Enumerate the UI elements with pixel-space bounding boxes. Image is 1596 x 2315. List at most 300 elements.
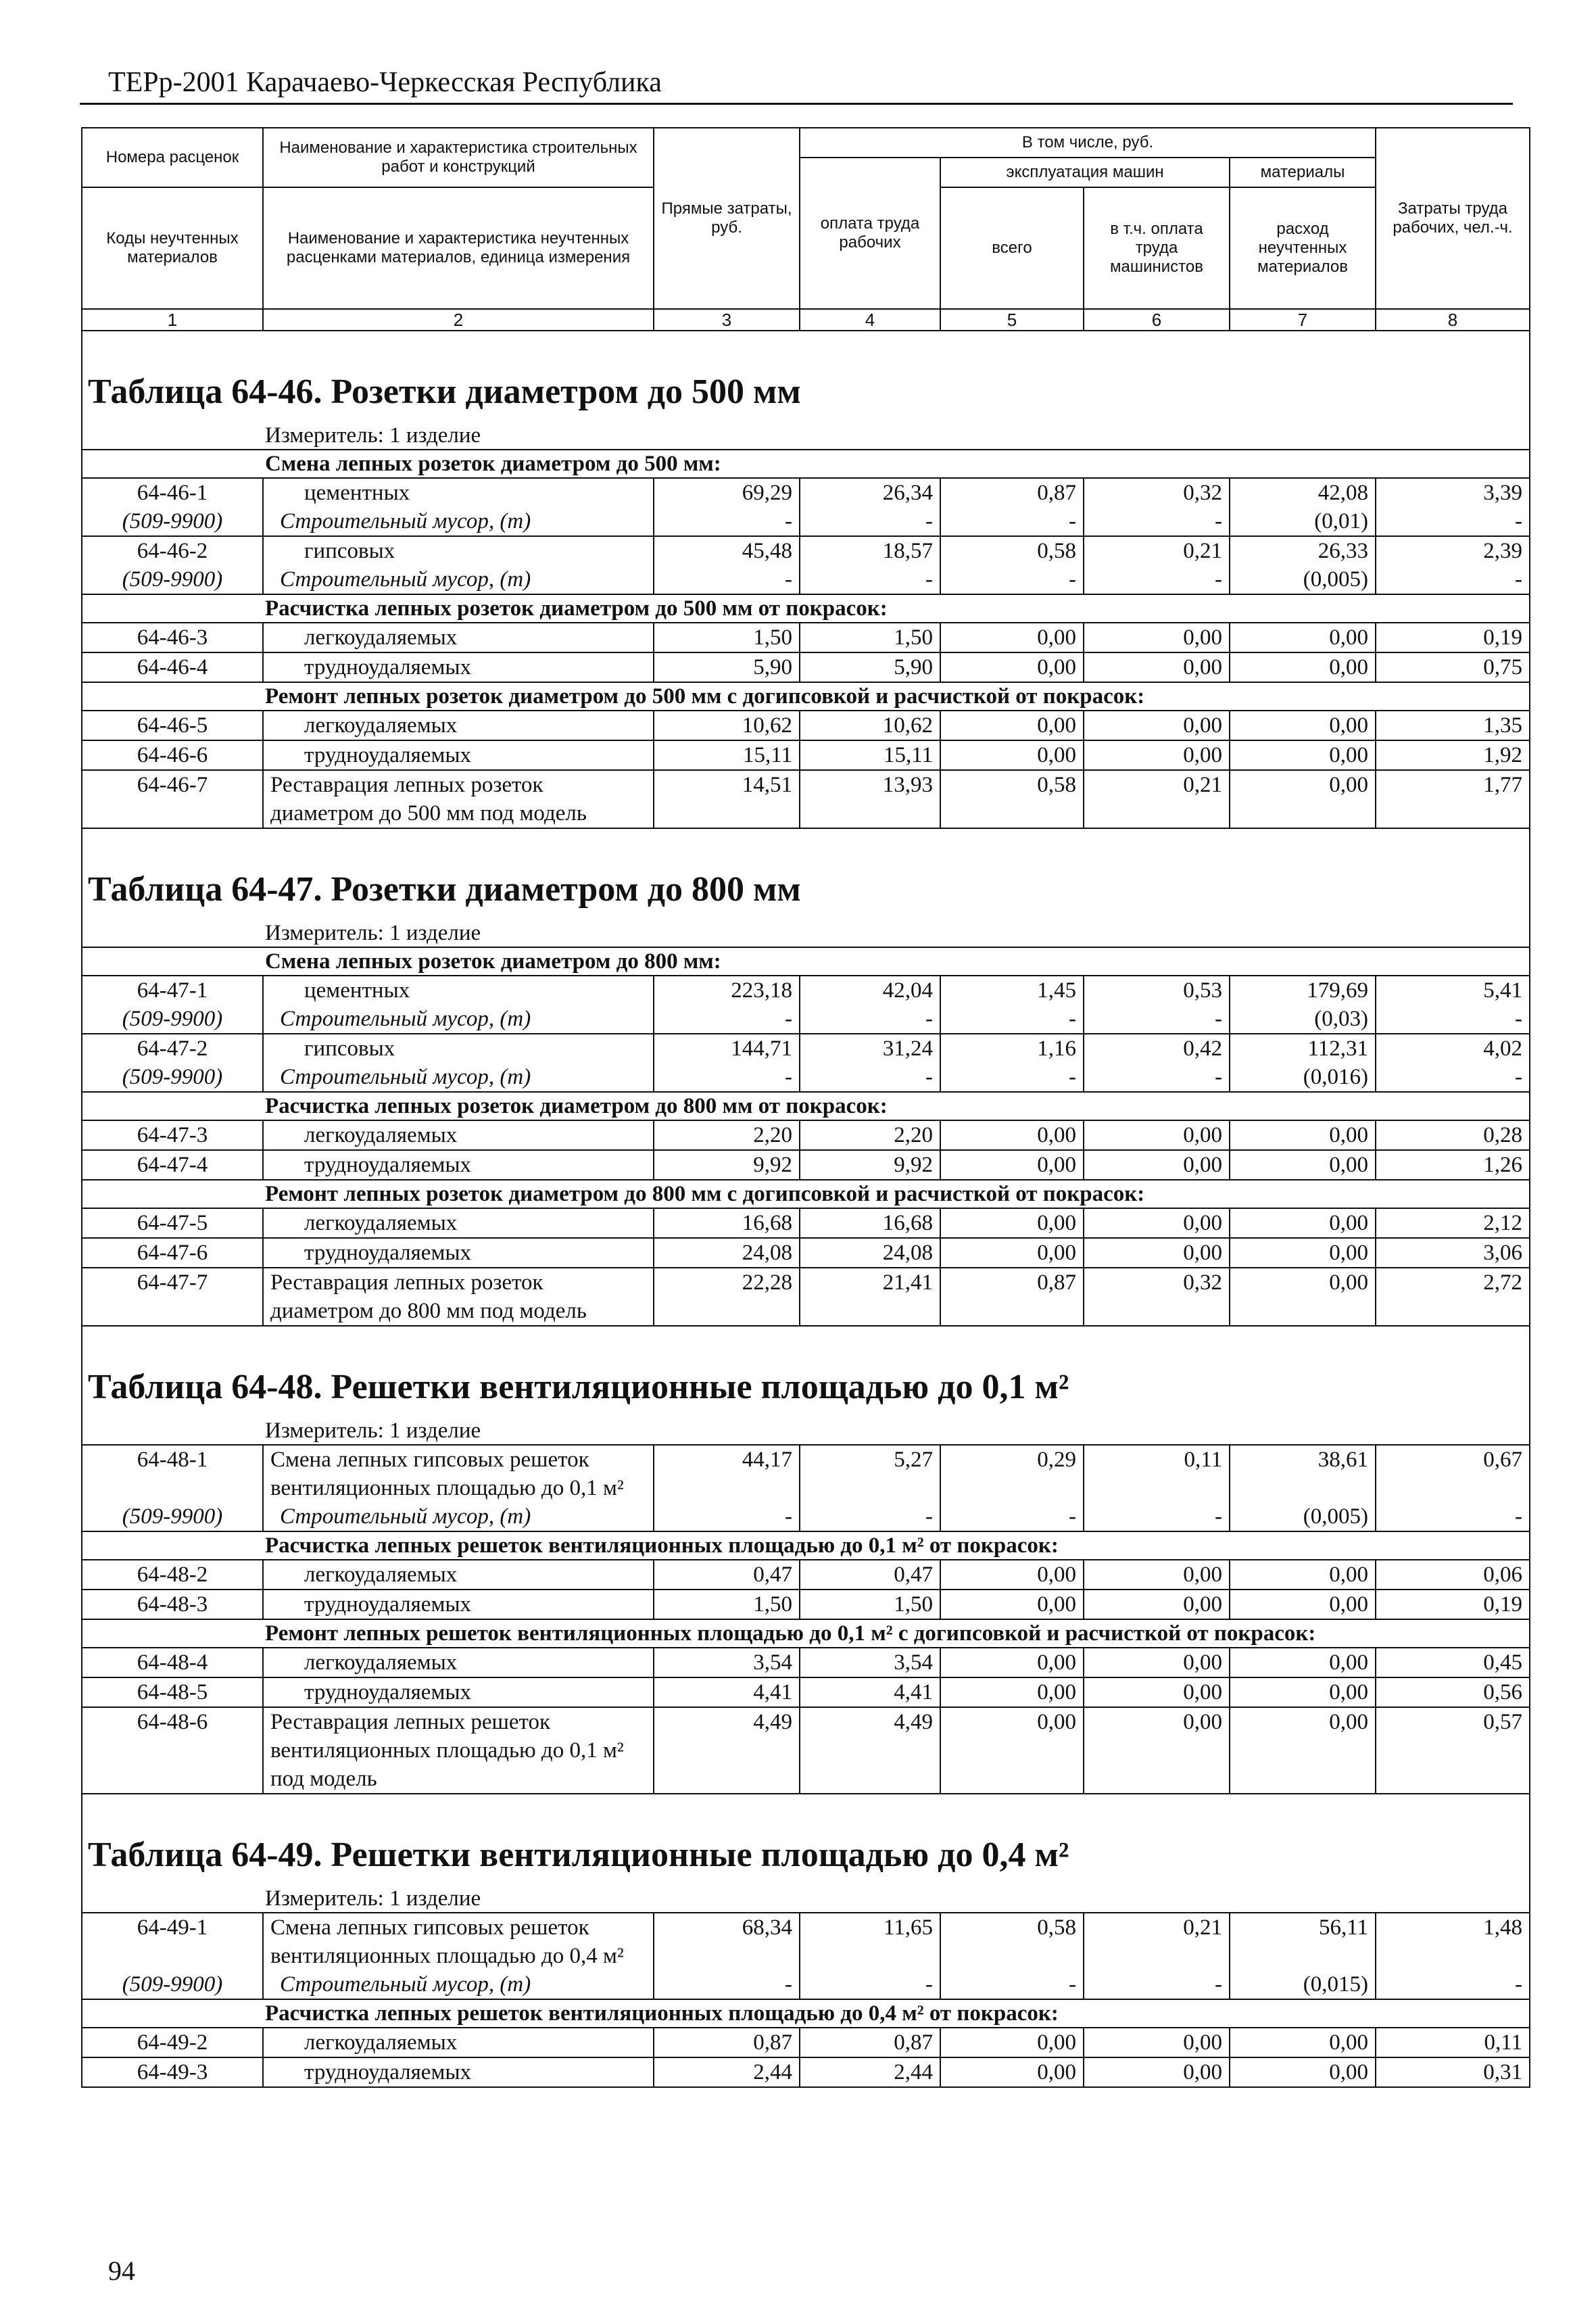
group-title-row xyxy=(82,1180,1530,1208)
group-cell xyxy=(82,947,1530,976)
table-row xyxy=(82,1677,1530,1707)
direct-costs-cell: 24,08 xyxy=(654,1238,800,1268)
wage-cell: 2,44 xyxy=(800,2057,940,2087)
group-title-row xyxy=(82,947,1530,976)
machinists-wage-cell: 0,00 xyxy=(1084,1590,1230,1619)
unit-label: Измеритель: 1 изделие xyxy=(265,921,481,945)
materials-cell: 38,61 xyxy=(1230,1445,1376,1502)
materials-cell: 0,00 xyxy=(1230,2028,1376,2057)
header-direct-costs: Прямые затраты, руб. xyxy=(654,128,800,309)
labor-cell: 1,26 xyxy=(1376,1150,1530,1180)
table-row xyxy=(82,652,1530,682)
labor-cell: 0,75 xyxy=(1376,652,1530,682)
machines-cell: 0,87 xyxy=(940,478,1084,507)
materials-cell: (0,03) xyxy=(1230,1005,1376,1034)
work-name: трудноудаляемых xyxy=(263,1238,654,1268)
materials-cell: (0,005) xyxy=(1230,1502,1376,1531)
wage-cell: 18,57 xyxy=(800,536,940,565)
wage-cell: - xyxy=(800,1502,940,1531)
machines-cell: 0,00 xyxy=(940,1707,1084,1794)
work-name: трудноудаляемых xyxy=(263,740,654,770)
machines-cell: 0,00 xyxy=(940,1677,1084,1707)
rate-code: 64-48-5 xyxy=(82,1677,263,1707)
materials-cell: (0,01) xyxy=(1230,507,1376,536)
wage-cell: 1,50 xyxy=(800,1590,940,1619)
table-row xyxy=(82,1208,1530,1238)
direct-costs-cell: - xyxy=(654,1502,800,1531)
table-row xyxy=(82,1648,1530,1677)
column-number: 3 xyxy=(654,309,800,331)
table-row xyxy=(82,770,1530,828)
section-title: Таблица 64-48. Решетки вентиляционные площадью до 0,1 м² xyxy=(82,1326,1530,1417)
group-cell xyxy=(82,450,1530,478)
work-name: Реставрация лепных решеток вентиляционных площадью до 0,1 м² под модель xyxy=(263,1707,654,1794)
machinists-wage-cell: 0,21 xyxy=(1084,536,1230,565)
materials-cell: 0,00 xyxy=(1230,1268,1376,1326)
wage-cell: 0,47 xyxy=(800,1560,940,1590)
rate-code: 64-46-6 xyxy=(82,740,263,770)
section-title: Таблица 64-46. Розетки диаметром до 500 мм xyxy=(82,331,1530,422)
materials-cell: 112,31 xyxy=(1230,1034,1376,1063)
machines-cell: 0,87 xyxy=(940,1268,1084,1326)
work-name: цементных xyxy=(263,478,654,507)
materials-cell: (0,005) xyxy=(1230,565,1376,594)
header-col2-top: Наименование и характеристика строительных работ и конструкций xyxy=(263,128,654,187)
unit-row xyxy=(82,1417,1530,1445)
labor-cell: 0,19 xyxy=(1376,1590,1530,1619)
header-incl: В том числе, руб. xyxy=(800,128,1376,158)
rate-code: 64-46-4 xyxy=(82,652,263,682)
table-row xyxy=(82,1590,1530,1619)
machinists-wage-cell: 0,21 xyxy=(1084,770,1230,828)
group-title: Смена лепных розеток диаметром до 800 мм: xyxy=(265,949,721,974)
machines-cell: 0,00 xyxy=(940,1150,1084,1180)
machinists-wage-cell: 0,00 xyxy=(1084,2057,1230,2087)
labor-cell: 3,06 xyxy=(1376,1238,1530,1268)
direct-costs-cell: 15,11 xyxy=(654,740,800,770)
header-machines: эксплуатация машин xyxy=(940,158,1230,187)
machines-cell: - xyxy=(940,507,1084,536)
group-cell xyxy=(82,594,1530,623)
material-name: Строительный мусор, (т) xyxy=(263,507,654,536)
group-cell xyxy=(82,1092,1530,1120)
labor-cell: 5,41 xyxy=(1376,976,1530,1005)
group-title: Расчистка лепных решеток вентиляционных площадью до 0,4 м² от покрасок: xyxy=(265,2001,1059,2026)
section-title-row xyxy=(82,1794,1530,1885)
wage-cell: 26,34 xyxy=(800,478,940,507)
work-name: легкоудаляемых xyxy=(263,711,654,740)
wage-cell: 0,87 xyxy=(800,2028,940,2057)
work-name: легкоудаляемых xyxy=(263,1560,654,1590)
labor-cell: - xyxy=(1376,1063,1530,1092)
machinists-wage-cell: 0,00 xyxy=(1084,1560,1230,1590)
wage-cell: 11,65 xyxy=(800,1913,940,1970)
unit-label: Измеритель: 1 изделие xyxy=(265,1886,481,1911)
unit-label: Измеритель: 1 изделие xyxy=(265,423,481,448)
direct-costs-cell: 1,50 xyxy=(654,1590,800,1619)
direct-costs-cell: 223,18 xyxy=(654,976,800,1005)
direct-costs-cell: - xyxy=(654,507,800,536)
header-col1-bottom: Коды неучтенных материалов xyxy=(82,187,263,309)
direct-costs-cell: 45,48 xyxy=(654,536,800,565)
group-title: Расчистка лепных решеток вентиляционных площадью до 0,1 м² от покрасок: xyxy=(265,1533,1059,1558)
material-code: (509-9900) xyxy=(82,1005,263,1034)
labor-cell: 0,67 xyxy=(1376,1445,1530,1502)
header-machinists-wage: в т.ч. оплата труда машинистов xyxy=(1084,187,1230,309)
rate-code: 64-48-1 xyxy=(82,1445,263,1502)
machines-cell: 0,58 xyxy=(940,536,1084,565)
machines-cell: 1,45 xyxy=(940,976,1084,1005)
wage-cell: - xyxy=(800,565,940,594)
rate-code: 64-47-2 xyxy=(82,1034,263,1063)
running-title: ТЕРр-2001 Карачаево-Черкесская Республика xyxy=(108,67,662,98)
table-row xyxy=(82,740,1530,770)
work-name: легкоудаляемых xyxy=(263,623,654,652)
machinists-wage-cell: 0,00 xyxy=(1084,740,1230,770)
labor-cell: 2,72 xyxy=(1376,1268,1530,1326)
machines-cell: - xyxy=(940,1970,1084,1999)
group-title: Ремонт лепных розеток диаметром до 500 мм с догипсовкой и расчисткой от покрасок: xyxy=(265,684,1145,709)
machines-cell: 0,58 xyxy=(940,770,1084,828)
materials-cell: 0,00 xyxy=(1230,652,1376,682)
machines-cell: - xyxy=(940,565,1084,594)
material-row xyxy=(82,1063,1530,1092)
column-number: 4 xyxy=(800,309,940,331)
group-cell xyxy=(82,1619,1530,1648)
labor-cell: 0,06 xyxy=(1376,1560,1530,1590)
direct-costs-cell: 22,28 xyxy=(654,1268,800,1326)
group-cell xyxy=(82,1999,1530,2028)
labor-cell: 3,39 xyxy=(1376,478,1530,507)
direct-costs-cell: 10,62 xyxy=(654,711,800,740)
wage-cell: 9,92 xyxy=(800,1150,940,1180)
column-number: 8 xyxy=(1376,309,1530,331)
work-name: цементных xyxy=(263,976,654,1005)
direct-costs-cell: - xyxy=(654,1005,800,1034)
materials-cell: (0,016) xyxy=(1230,1063,1376,1092)
wage-cell: 3,54 xyxy=(800,1648,940,1677)
machines-cell: - xyxy=(940,1063,1084,1092)
machinists-wage-cell: 0,00 xyxy=(1084,1120,1230,1150)
wage-cell: 4,41 xyxy=(800,1677,940,1707)
unit-row xyxy=(82,422,1530,450)
direct-costs-cell: 68,34 xyxy=(654,1913,800,1970)
material-name: Строительный мусор, (т) xyxy=(263,1502,654,1531)
column-number: 1 xyxy=(82,309,263,331)
section-title-row xyxy=(82,828,1530,920)
work-name: Смена лепных гипсовых решеток вентиляционных площадью до 0,1 м² xyxy=(263,1445,654,1502)
labor-cell: 0,28 xyxy=(1376,1120,1530,1150)
material-code: (509-9900) xyxy=(82,1502,263,1531)
rate-code: 64-48-2 xyxy=(82,1560,263,1590)
machines-cell: 0,00 xyxy=(940,1120,1084,1150)
wage-cell: 2,20 xyxy=(800,1120,940,1150)
machinists-wage-cell: - xyxy=(1084,1970,1230,1999)
unit-row xyxy=(82,1885,1530,1913)
direct-costs-cell: 44,17 xyxy=(654,1445,800,1502)
machines-cell: 0,00 xyxy=(940,1560,1084,1590)
direct-costs-cell: 4,41 xyxy=(654,1677,800,1707)
table-row xyxy=(82,478,1530,507)
materials-cell: 0,00 xyxy=(1230,1707,1376,1794)
machinists-wage-cell: 0,00 xyxy=(1084,1648,1230,1677)
work-name: трудноудаляемых xyxy=(263,1677,654,1707)
wage-cell: 1,50 xyxy=(800,623,940,652)
table-row xyxy=(82,623,1530,652)
table-row xyxy=(82,1268,1530,1326)
materials-cell: 42,08 xyxy=(1230,478,1376,507)
labor-cell: - xyxy=(1376,565,1530,594)
machines-cell: 0,00 xyxy=(940,652,1084,682)
direct-costs-cell: 9,92 xyxy=(654,1150,800,1180)
table-row xyxy=(82,1560,1530,1590)
machines-cell: 0,00 xyxy=(940,1590,1084,1619)
materials-cell: 0,00 xyxy=(1230,1648,1376,1677)
material-name: Строительный мусор, (т) xyxy=(263,565,654,594)
rate-code: 64-48-4 xyxy=(82,1648,263,1677)
machinists-wage-cell: - xyxy=(1084,1502,1230,1531)
table-row xyxy=(82,976,1530,1005)
materials-cell: 56,11 xyxy=(1230,1913,1376,1970)
work-name: трудноудаляемых xyxy=(263,1150,654,1180)
materials-cell: 0,00 xyxy=(1230,770,1376,828)
work-name: гипсовых xyxy=(263,536,654,565)
direct-costs-cell: 16,68 xyxy=(654,1208,800,1238)
wage-cell: 42,04 xyxy=(800,976,940,1005)
machines-cell: 0,00 xyxy=(940,1208,1084,1238)
machines-cell: 0,00 xyxy=(940,1648,1084,1677)
machinists-wage-cell: - xyxy=(1084,1005,1230,1034)
group-title: Ремонт лепных решеток вентиляционных площадью до 0,1 м² с догипсовкой и расчисткой от покрасок: xyxy=(265,1621,1316,1646)
machines-cell: 0,00 xyxy=(940,740,1084,770)
wage-cell: 5,90 xyxy=(800,652,940,682)
labor-cell: 0,11 xyxy=(1376,2028,1530,2057)
materials-cell: 0,00 xyxy=(1230,1208,1376,1238)
direct-costs-cell: 1,50 xyxy=(654,623,800,652)
machinists-wage-cell: 0,11 xyxy=(1084,1445,1230,1502)
wage-cell: 10,62 xyxy=(800,711,940,740)
group-title-row xyxy=(82,1999,1530,2028)
machines-cell: - xyxy=(940,1502,1084,1531)
materials-cell: 179,69 xyxy=(1230,976,1376,1005)
direct-costs-cell: - xyxy=(654,1970,800,1999)
rate-code: 64-48-3 xyxy=(82,1590,263,1619)
machinists-wage-cell: 0,00 xyxy=(1084,1238,1230,1268)
materials-cell: 0,00 xyxy=(1230,1150,1376,1180)
machinists-wage-cell: 0,00 xyxy=(1084,2028,1230,2057)
wage-cell: 15,11 xyxy=(800,740,940,770)
group-title: Расчистка лепных розеток диаметром до 500 мм от покрасок: xyxy=(265,596,888,621)
wage-cell: - xyxy=(800,1970,940,1999)
unit-row xyxy=(82,920,1530,947)
group-cell xyxy=(82,682,1530,711)
labor-cell: 4,02 xyxy=(1376,1034,1530,1063)
labor-cell: 0,56 xyxy=(1376,1677,1530,1707)
group-title-row xyxy=(82,594,1530,623)
machinists-wage-cell: 0,32 xyxy=(1084,478,1230,507)
labor-cell: 0,45 xyxy=(1376,1648,1530,1677)
rate-code: 64-46-2 xyxy=(82,536,263,565)
labor-cell: 1,77 xyxy=(1376,770,1530,828)
section-title: Таблица 64-47. Розетки диаметром до 800 мм xyxy=(82,828,1530,920)
unit-label: Измеритель: 1 изделие xyxy=(265,1418,481,1443)
table-row xyxy=(82,1150,1530,1180)
rate-code: 64-46-7 xyxy=(82,770,263,828)
labor-cell: 2,12 xyxy=(1376,1208,1530,1238)
material-code: (509-9900) xyxy=(82,1063,263,1092)
unit-cell xyxy=(82,1417,1530,1445)
wage-cell: 16,68 xyxy=(800,1208,940,1238)
material-row xyxy=(82,507,1530,536)
rate-code: 64-47-4 xyxy=(82,1150,263,1180)
material-row xyxy=(82,1005,1530,1034)
machines-cell: 1,16 xyxy=(940,1034,1084,1063)
direct-costs-cell: 69,29 xyxy=(654,478,800,507)
machinists-wage-cell: 0,00 xyxy=(1084,623,1230,652)
material-code: (509-9900) xyxy=(82,507,263,536)
header-rule xyxy=(80,103,1513,105)
material-name: Строительный мусор, (т) xyxy=(263,1063,654,1092)
wage-cell: 13,93 xyxy=(800,770,940,828)
table-row xyxy=(82,711,1530,740)
table-row xyxy=(82,2028,1530,2057)
machinists-wage-cell: - xyxy=(1084,565,1230,594)
header-materials-unaccounted: расход неучтенных материалов xyxy=(1230,187,1376,309)
work-name: Смена лепных гипсовых решеток вентиляционных площадью до 0,4 м² xyxy=(263,1913,654,1970)
machinists-wage-cell: 0,42 xyxy=(1084,1034,1230,1063)
column-number: 5 xyxy=(940,309,1084,331)
materials-cell: 0,00 xyxy=(1230,711,1376,740)
table-row xyxy=(82,1445,1530,1502)
work-name: трудноудаляемых xyxy=(263,1590,654,1619)
section-title-row xyxy=(82,1326,1530,1417)
labor-cell: - xyxy=(1376,1502,1530,1531)
labor-cell: - xyxy=(1376,507,1530,536)
labor-cell: 2,39 xyxy=(1376,536,1530,565)
machines-cell: 0,00 xyxy=(940,2028,1084,2057)
price-table-body xyxy=(82,128,1530,2087)
rate-code: 64-47-3 xyxy=(82,1120,263,1150)
material-code: (509-9900) xyxy=(82,565,263,594)
group-title: Смена лепных розеток диаметром до 500 мм: xyxy=(265,452,721,476)
rate-code: 64-49-3 xyxy=(82,2057,263,2087)
work-name: трудноудаляемых xyxy=(263,2057,654,2087)
machines-cell: 0,00 xyxy=(940,1238,1084,1268)
wage-cell: - xyxy=(800,507,940,536)
wage-cell: 21,41 xyxy=(800,1268,940,1326)
materials-cell: 26,33 xyxy=(1230,536,1376,565)
material-code: (509-9900) xyxy=(82,1970,263,1999)
rate-code: 64-47-6 xyxy=(82,1238,263,1268)
direct-costs-cell: 4,49 xyxy=(654,1707,800,1794)
machinists-wage-cell: 0,53 xyxy=(1084,976,1230,1005)
price-table xyxy=(81,127,1530,2088)
wage-cell: 5,27 xyxy=(800,1445,940,1502)
material-row xyxy=(82,1502,1530,1531)
table-row xyxy=(82,1707,1530,1794)
table-row xyxy=(82,1238,1530,1268)
rate-code: 64-47-5 xyxy=(82,1208,263,1238)
labor-cell: - xyxy=(1376,1970,1530,1999)
machinists-wage-cell: 0,00 xyxy=(1084,1150,1230,1180)
machinists-wage-cell: - xyxy=(1084,507,1230,536)
table-row xyxy=(82,1913,1530,1970)
work-name: трудноудаляемых xyxy=(263,652,654,682)
work-name: легкоудаляемых xyxy=(263,1208,654,1238)
work-name: легкоудаляемых xyxy=(263,1120,654,1150)
materials-cell: (0,015) xyxy=(1230,1970,1376,1999)
machines-cell: 0,00 xyxy=(940,623,1084,652)
group-title: Расчистка лепных розеток диаметром до 800 мм от покрасок: xyxy=(265,1094,888,1118)
machines-cell: 0,58 xyxy=(940,1913,1084,1970)
machines-cell: 0,29 xyxy=(940,1445,1084,1502)
rate-code: 64-49-2 xyxy=(82,2028,263,2057)
unit-cell xyxy=(82,422,1530,450)
section-title-row xyxy=(82,331,1530,422)
group-title-row xyxy=(82,1092,1530,1120)
direct-costs-cell: - xyxy=(654,565,800,594)
rate-code: 64-47-7 xyxy=(82,1268,263,1326)
materials-cell: 0,00 xyxy=(1230,740,1376,770)
direct-costs-cell: 2,44 xyxy=(654,2057,800,2087)
work-name: гипсовых xyxy=(263,1034,654,1063)
material-name: Строительный мусор, (т) xyxy=(263,1970,654,1999)
materials-cell: 0,00 xyxy=(1230,1677,1376,1707)
direct-costs-cell: - xyxy=(654,1063,800,1092)
direct-costs-cell: 3,54 xyxy=(654,1648,800,1677)
page-number: 94 xyxy=(108,2256,135,2286)
group-title-row xyxy=(82,1531,1530,1560)
header-wage: оплата труда рабочих xyxy=(800,158,940,309)
machines-cell: 0,00 xyxy=(940,2057,1084,2087)
header-col1-top: Номера расценок xyxy=(82,128,263,187)
unit-cell xyxy=(82,1885,1530,1913)
wage-cell: - xyxy=(800,1063,940,1092)
wage-cell: - xyxy=(800,1005,940,1034)
materials-cell: 0,00 xyxy=(1230,1560,1376,1590)
work-name: Реставрация лепных розеток диаметром до 500 мм под модель xyxy=(263,770,654,828)
unit-cell xyxy=(82,920,1530,947)
rate-code: 64-49-1 xyxy=(82,1913,263,1970)
direct-costs-cell: 14,51 xyxy=(654,770,800,828)
section-title: Таблица 64-49. Решетки вентиляционные площадью до 0,4 м² xyxy=(82,1794,1530,1885)
rate-code: 64-46-3 xyxy=(82,623,263,652)
machinists-wage-cell: 0,00 xyxy=(1084,1208,1230,1238)
work-name: легкоудаляемых xyxy=(263,1648,654,1677)
materials-cell: 0,00 xyxy=(1230,1120,1376,1150)
machinists-wage-cell: 0,00 xyxy=(1084,1707,1230,1794)
header-materials: материалы xyxy=(1230,158,1376,187)
material-row xyxy=(82,1970,1530,1999)
machines-cell: 0,00 xyxy=(940,711,1084,740)
wage-cell: 24,08 xyxy=(800,1238,940,1268)
rate-code: 64-47-1 xyxy=(82,976,263,1005)
machinists-wage-cell: 0,00 xyxy=(1084,711,1230,740)
group-title-row xyxy=(82,682,1530,711)
table-row xyxy=(82,1120,1530,1150)
labor-cell: 0,19 xyxy=(1376,623,1530,652)
group-cell xyxy=(82,1531,1530,1560)
column-numbers-row xyxy=(82,309,1530,331)
machinists-wage-cell: 0,32 xyxy=(1084,1268,1230,1326)
direct-costs-cell: 144,71 xyxy=(654,1034,800,1063)
group-title-row xyxy=(82,450,1530,478)
materials-cell: 0,00 xyxy=(1230,1238,1376,1268)
materials-cell: 0,00 xyxy=(1230,623,1376,652)
machinists-wage-cell: - xyxy=(1084,1063,1230,1092)
labor-cell: 0,31 xyxy=(1376,2057,1530,2087)
wage-cell: 4,49 xyxy=(800,1707,940,1794)
